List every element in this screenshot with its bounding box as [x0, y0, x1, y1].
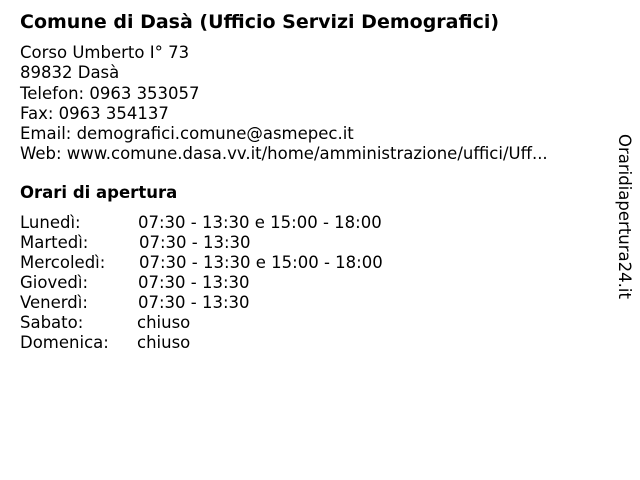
opening-hours-table — [20, 213, 440, 353]
day-label: Sabato: — [20, 313, 84, 332]
time-value: 07:30 - 13:30 — [138, 273, 250, 292]
time-value: 07:30 - 13:30 — [138, 293, 250, 312]
hours-row-monday — [20, 213, 440, 233]
contact-block — [20, 43, 548, 165]
day-label: Martedì: — [20, 233, 89, 252]
day-label: Mercoledì: — [20, 253, 106, 272]
site-watermark: Oraridiapertura24.it — [615, 134, 634, 299]
address-city: 89832 Dasà — [20, 63, 120, 83]
hours-row-tuesday — [20, 233, 440, 253]
hours-row-friday — [20, 293, 440, 313]
website-url: Web: www.comune.dasa.vv.it/home/amministrazione/uffici/Uff... — [20, 144, 548, 164]
page-title: Comune di Dasà (Ufficio Servizi Demografici) — [20, 11, 500, 33]
time-value: chiuso — [137, 333, 191, 352]
hours-row-wednesday — [20, 253, 440, 273]
phone-number: Telefon: 0963 353057 — [20, 83, 200, 103]
email-address: Email: demografici.comune@asmepec.it — [20, 124, 354, 144]
time-value: 07:30 - 13:30 e 15:00 - 18:00 — [138, 213, 382, 232]
time-value: 07:30 - 13:30 — [139, 233, 251, 252]
opening-hours-heading: Orari di apertura — [20, 183, 178, 202]
hours-row-saturday — [20, 313, 440, 333]
day-label: Domenica: — [20, 333, 109, 352]
hours-row-sunday — [20, 333, 440, 353]
time-value: chiuso — [137, 313, 191, 332]
day-label: Venerdì: — [20, 293, 88, 312]
day-label: Lunedì: — [20, 213, 81, 232]
hours-row-thursday — [20, 273, 440, 293]
time-value: 07:30 - 13:30 e 15:00 - 18:00 — [139, 253, 383, 272]
fax-number: Fax: 0963 354137 — [20, 103, 169, 123]
day-label: Giovedì: — [20, 273, 88, 292]
address-street: Corso Umberto I° 73 — [20, 43, 190, 62]
